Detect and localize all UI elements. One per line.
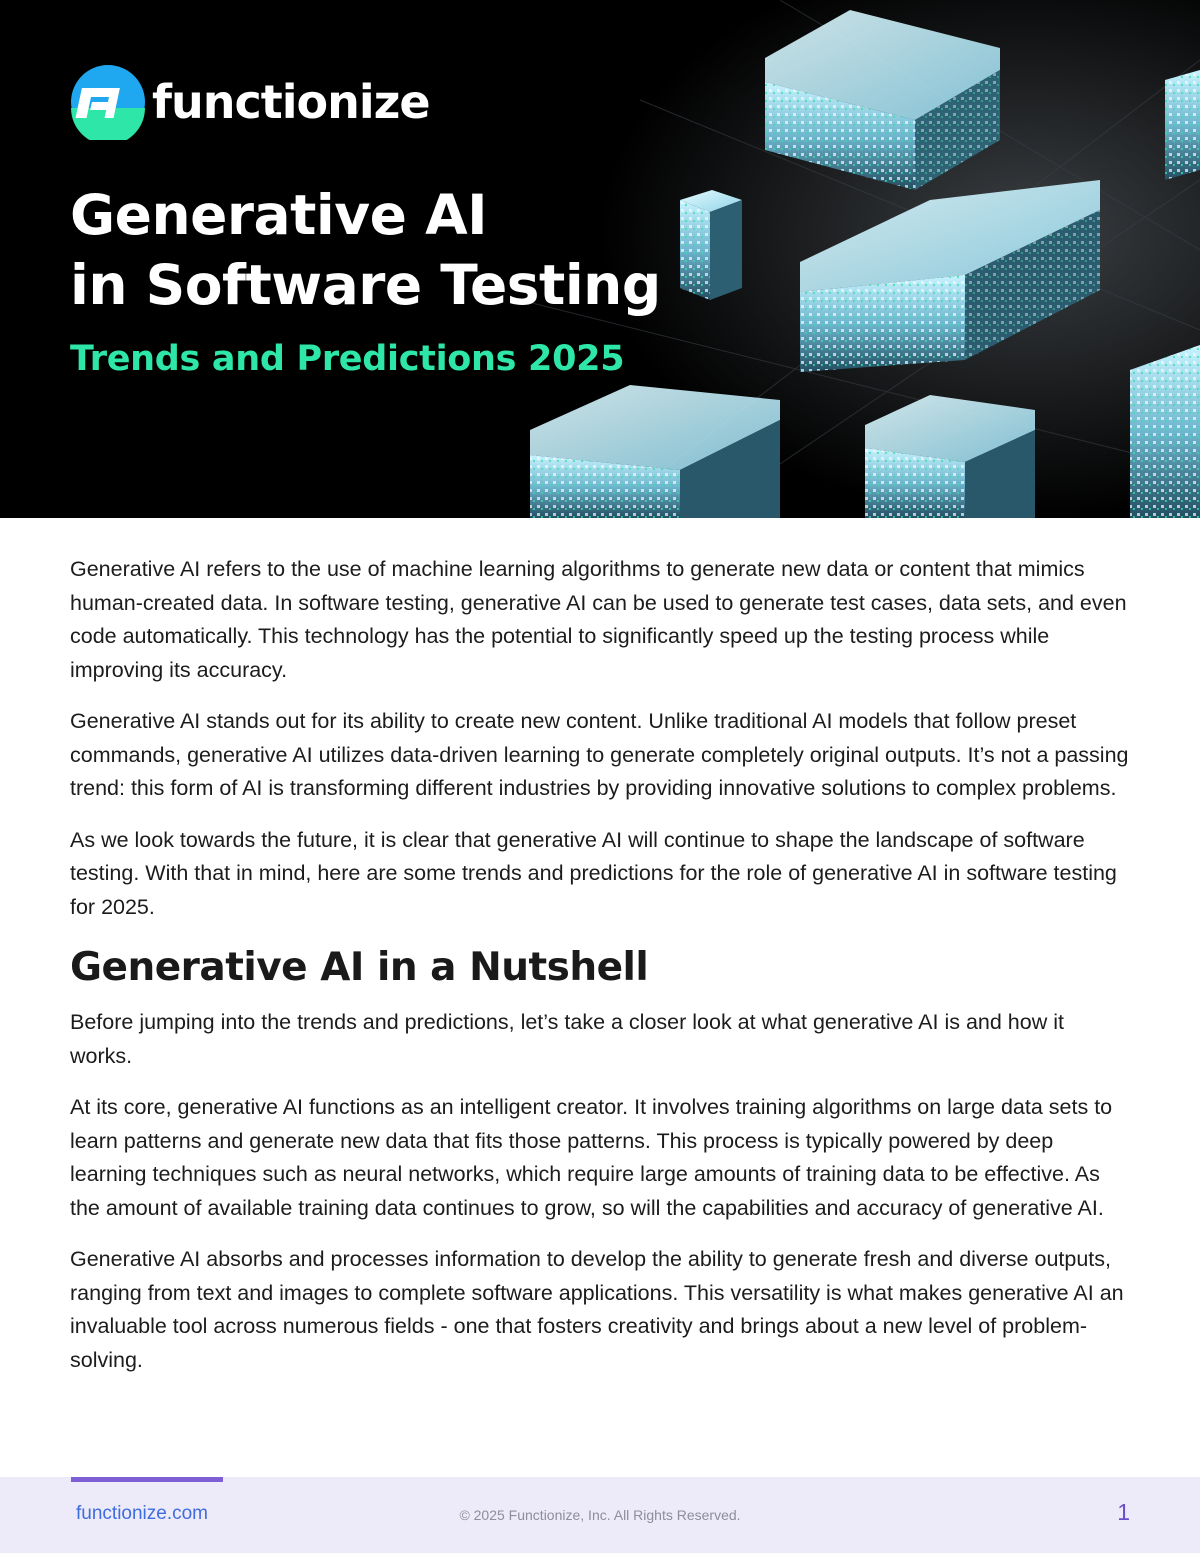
page-title	[70, 180, 661, 320]
intro-paragraph-3: As we look towards the future, it is clear that generative AI will continue to shape the landscape of software testing. With that in mind, here are some trends and predictions for the role of generative AI in software testing for 2025.	[70, 827, 1117, 919]
functionize-logo-icon	[70, 64, 146, 140]
footer-accent-bar	[71, 1477, 223, 1482]
footer-copyright: © 2025 Functionize, Inc. All Rights Reserved.	[459, 1507, 741, 1523]
page-number: 1	[1117, 1499, 1130, 1525]
intro-paragraph-1: Generative AI refers to the use of machine learning algorithms to generate new data or content that mimics human-created data. In software testing, generative AI can be used to generate test cases, data sets, and even code automatically. This technology has the potential to significantly speed up the testing process while improving its accuracy.	[70, 557, 1127, 682]
hero-banner	[0, 0, 1200, 518]
brand-name: functionize	[152, 75, 430, 129]
page-footer	[0, 1477, 1200, 1553]
page-subtitle: Trends and Predictions 2025	[70, 339, 625, 379]
section-paragraph-2: At its core, generative AI functions as an intelligent creator. It involves training algorithms on large data sets to learn patterns and generate new data that fits those patterns. This process is typically powered by deep learning techniques such as neural networks, which require large amounts of training data to be effective. As the amount of available training data continues to grow, so will the capabilities and accuracy of generative AI.	[70, 1095, 1113, 1220]
section-heading: Generative AI in a Nutshell	[70, 945, 649, 990]
functionize-logo[interactable]	[70, 64, 430, 140]
title-line-2: in Software Testing	[70, 253, 661, 317]
title-line-1: Generative AI	[70, 183, 488, 247]
intro-paragraph-2: Generative AI stands out for its ability to create new content. Unlike traditional AI models that follow preset commands, generative AI utilizes data-driven learning to generate completely original outputs. It’s not a passing trend: this form of AI is transforming different industries by providing innovative solutions to complex problems.	[70, 709, 1129, 800]
section-paragraph-1: Before jumping into the trends and predictions, let’s take a closer look at what generative AI is and how it works.	[70, 1010, 1064, 1068]
main-content	[70, 553, 1130, 1395]
footer-site-link[interactable]: functionize.com	[76, 1503, 209, 1524]
section-paragraph-3: Generative AI absorbs and processes information to develop the ability to generate fresh and diverse outputs, ranging from text and images to complete software applications. This versatility is what makes generative AI an invaluable tool across numerous fields - one that fosters creativity and brings about a new level of problem-solving.	[70, 1247, 1124, 1372]
